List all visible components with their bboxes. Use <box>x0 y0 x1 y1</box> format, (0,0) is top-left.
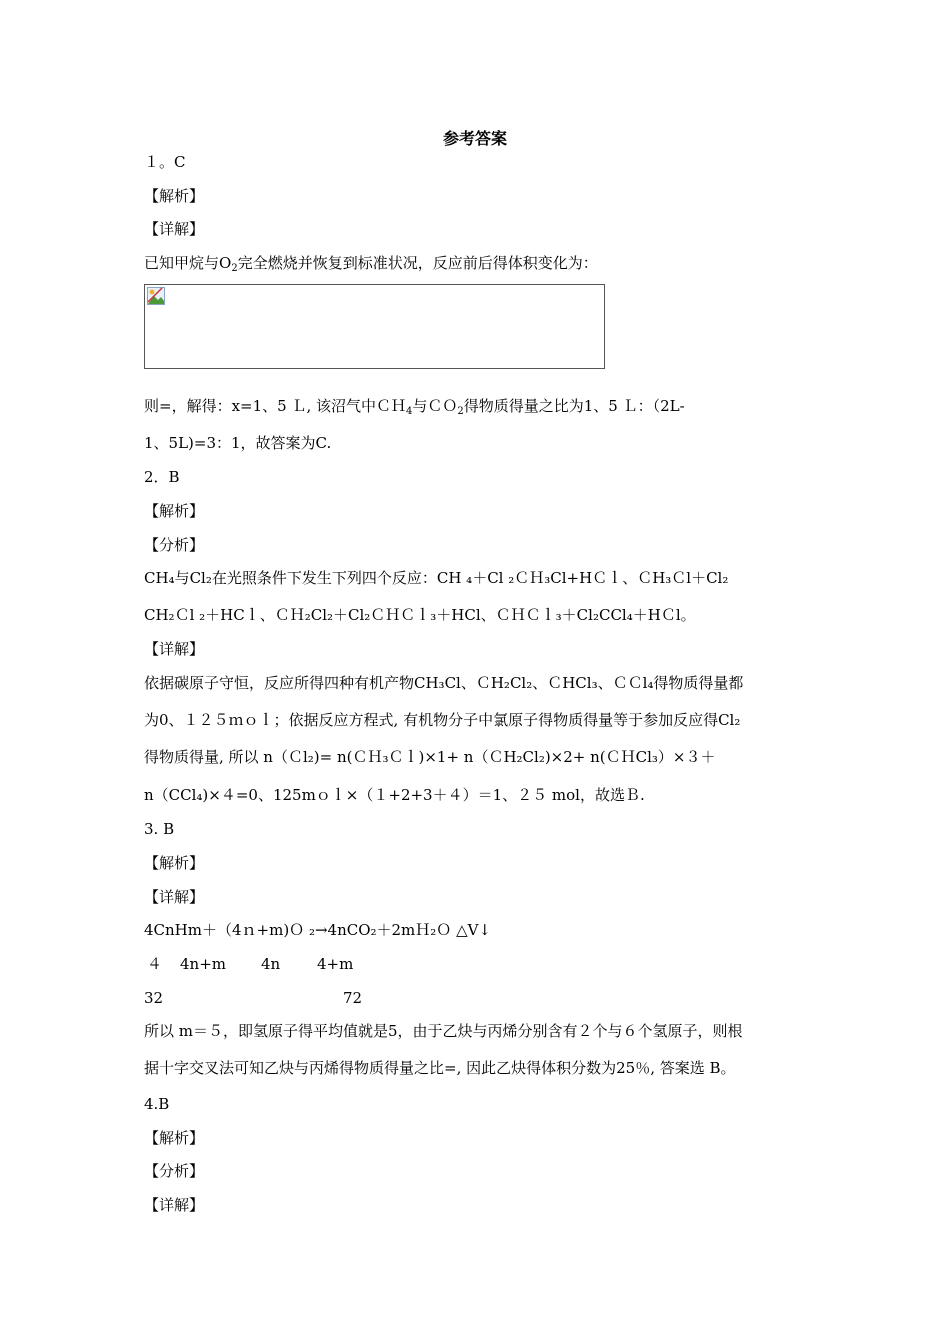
q3-jiexi-label: 【解析】 <box>144 854 205 872</box>
q1-intro <box>144 253 598 273</box>
q1-answer: １。C <box>144 153 186 171</box>
q1-intro-subscript: 2 <box>231 263 238 274</box>
q1-calc-sub1: 4 <box>406 406 413 417</box>
q3-solution-line2: 据十字交叉法可知乙炔与丙烯得物质得量之比=, 因此乙炔得体积分数为25％, 答案选 B。 <box>144 1059 736 1077</box>
q1-calc-line1 <box>144 396 685 416</box>
q2-reaction-line2: CH₂Ｃl ₂＋HCｌ、ＣＨ₂Cl₂＋Cl₂ＣＨＣｌ₃＋HCl、ＣＨＣｌ₃＋Cl₂CCl₄＋HＣl。 <box>144 606 696 624</box>
q3-ratio-cell: 4n+m <box>180 955 226 973</box>
q2-jiexi-label: 【解析】 <box>144 502 205 520</box>
q1-calc-text-c: 得物质得量之比为1、5 Ｌ：（2L- <box>463 397 685 415</box>
q1-jiexi-label: 【解析】 <box>144 187 205 205</box>
q3-solution-line1: 所以 m＝５，即氢原子得平均值就是5，由于乙炔与丙烯分别含有２个与６个氢原子，则根 <box>144 1022 743 1040</box>
q2-reaction-line1: CH₄与Cl₂在光照条件下发生下列四个反应：CH ₄＋Cl ₂ＣＨ₃Cl+HＣｌ、ＣH₃Ｃl＋Cl₂ <box>144 569 729 587</box>
q3-ratio-cell: ４ <box>147 955 163 973</box>
q4-xiangjie-label: 【详解】 <box>144 1196 205 1214</box>
q3-xiangjie-label: 【详解】 <box>144 888 205 906</box>
q3-ratio-cell: 72 <box>343 989 363 1007</box>
q2-detail-line2: 为0、１２５ｍｏｌ；依据反应方程式, 有机物分子中氯原子得物质得量等于参加反应得Cl₂ <box>144 711 741 729</box>
q3-ratio-cell: 4n <box>261 955 281 973</box>
q1-calc-text-b: 与ＣＯ <box>412 397 458 415</box>
q1-intro-text-a: 已知甲烷与O <box>144 254 232 272</box>
q2-answer: 2．B <box>144 468 180 486</box>
page-title: 参考答案 <box>442 129 507 148</box>
q4-jiexi-label: 【解析】 <box>144 1129 205 1147</box>
q1-calc-text-a: 则=，解得：x=1、5 Ｌ, 该沼气中ＣＨ <box>144 397 406 415</box>
q3-ratio-cell: 32 <box>144 989 164 1007</box>
q4-fenxi-label: 【分析】 <box>144 1162 205 1180</box>
broken-image-placeholder <box>144 284 605 369</box>
broken-image-icon <box>147 287 165 305</box>
q1-calc-sub2: 2 <box>457 406 464 417</box>
q3-answer: 3. B <box>144 820 175 838</box>
q2-detail-line1: 依据碳原子守恒，反应所得四种有机产物CH₃Cl、ＣH₂Cl₂、ＣHCl₃、ＣＣl₄得物质得量都 <box>144 674 744 692</box>
q2-detail-line4: n（CCl₄)×４=0、125mｏｌ×（１+2+3＋４）＝1、２５ mol，故选Ｂ. <box>144 786 645 804</box>
q4-answer: 4.B <box>144 1095 170 1113</box>
q3-ratio-cell: 4+m <box>317 955 354 973</box>
q2-fenxi-label: 【分析】 <box>144 536 205 554</box>
q2-detail-line3: 得物质得量, 所以 n（Ｃl₂)= n(ＣＨ₃Ｃｌ)×1+ n（ＣH₂Cl₂)×2+ n(ＣＨCl₃）×３＋ <box>144 748 716 766</box>
q3-equation: 4CnHm＋（4ｎ+m)Ｏ ₂→4nCO₂＋2mＨ₂Ｏ △V↓ <box>144 921 492 939</box>
q1-intro-text-b: 完全燃烧并恢复到标准状况，反应前后得体积变化为： <box>237 254 598 272</box>
q2-xiangjie-label: 【详解】 <box>144 640 205 658</box>
q1-xiangjie-label: 【详解】 <box>144 220 205 238</box>
q1-calc-line2: 1、5L)=3：1，故答案为C. <box>144 434 332 452</box>
